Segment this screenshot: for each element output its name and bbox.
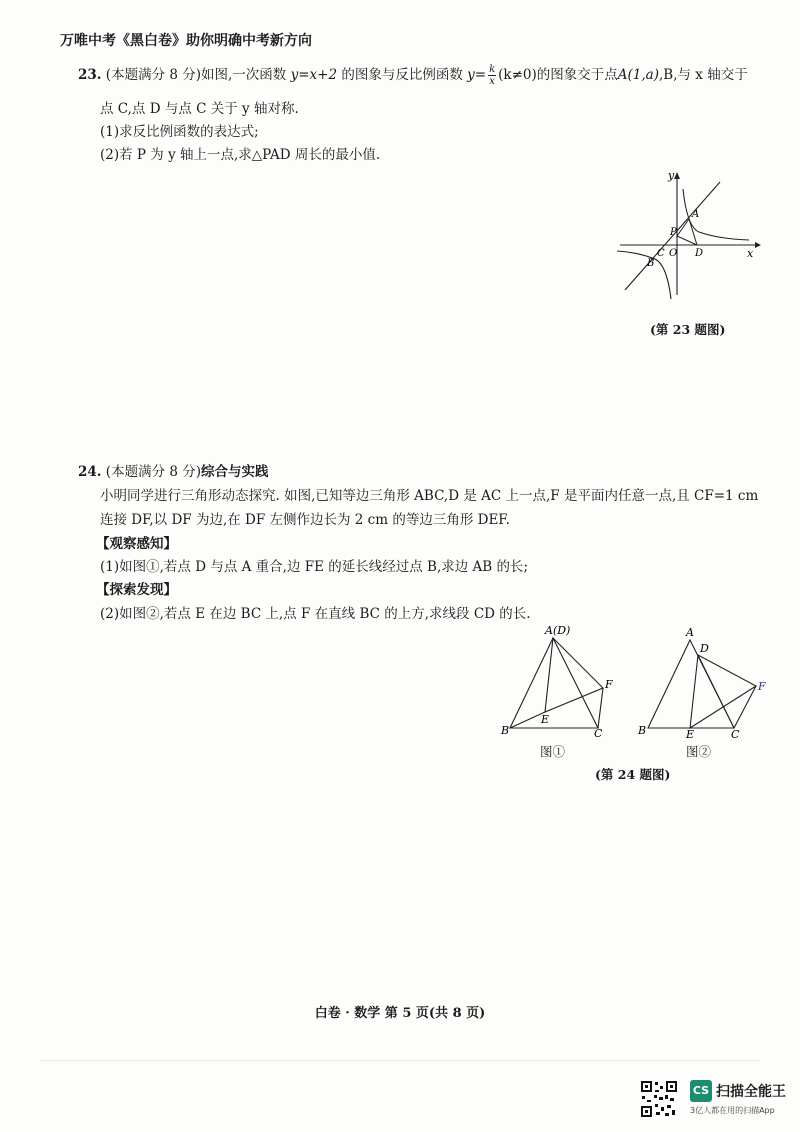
q23-line1 — [78, 64, 748, 87]
q23-frac-num: k — [489, 64, 496, 75]
q23-pointA: A(1,a) — [617, 67, 659, 83]
q23-label-x: x — [747, 247, 754, 260]
q24-figure1 — [495, 620, 620, 740]
q24-number: 24. — [78, 464, 102, 480]
q23-func2-cond: (k≠0) — [498, 67, 537, 83]
q23-figure — [615, 165, 765, 305]
q23-label-y: y — [668, 169, 675, 182]
q24-fig2-label: 图② — [686, 744, 712, 759]
q23-segment-AD — [689, 219, 697, 245]
q23-line2: 点 C,点 D 与点 C 关于 y 轴对称. — [100, 101, 299, 117]
q24-fig2-label-D: D — [700, 642, 709, 655]
scanner-name: 扫描全能王 — [716, 1084, 786, 1100]
q24-fig2-label-C: C — [731, 728, 740, 740]
footer-divider — [40, 1060, 760, 1061]
q23-caption: (第 23 题图) — [650, 322, 726, 337]
q24-fig2-label-A: A — [686, 626, 694, 639]
q24-fig1-label-AD: A(D) — [545, 624, 571, 637]
q24-title — [78, 462, 269, 482]
qr-code-icon — [640, 1080, 678, 1118]
q23-part1: (1)求反比例函数的表达式; — [100, 124, 259, 140]
scanner-subtitle: 3亿人都在用的扫描App — [690, 1106, 775, 1115]
q24-fig2-triangle-DEF — [690, 655, 756, 728]
q23-text-pre: (本题满分 8 分)如图,一次函数 — [105, 67, 287, 83]
q24-part2: (2)如图②,若点 E 在边 BC 上,点 F 在直线 BC 的上方,求线段 CD 的长. — [100, 606, 531, 622]
q24-part1: (1)如图①,若点 D 与点 A 重合,边 FE 的延长线经过点 B,求边 AB 的长; — [100, 559, 529, 575]
q24-fig1-triangle-ABC — [510, 638, 598, 728]
q23-x-arrow — [755, 242, 761, 248]
q23-fraction — [488, 64, 496, 87]
q23-part2: (2)若 P 为 y 轴上一点,求△PAD 周长的最小值. — [100, 147, 381, 163]
q24-caption: (第 24 题图) — [595, 767, 671, 782]
q24-fig1-label-B: B — [501, 724, 510, 737]
q24-fig2-label-E: E — [686, 728, 695, 740]
q23-segment-PD — [677, 236, 697, 245]
scanner-brand — [690, 1080, 786, 1116]
q24-fig1-label-F: F — [605, 678, 613, 691]
q23-number: 23. — [78, 67, 102, 83]
q24-section2: 【探索发现】 — [96, 582, 177, 598]
q24-figure2 — [630, 620, 770, 740]
q24-fig2-label-F: F — [758, 680, 766, 693]
q24-title-pre: (本题满分 8 分) — [105, 464, 202, 480]
q23-text-post: 的图象交于点 — [536, 67, 618, 83]
page-footer: 白卷 · 数学 第 5 页(共 8 页) — [314, 1006, 486, 1021]
q24-fig2-segment-CF — [734, 686, 756, 728]
q23-text-end: ,B,与 x 轴交于 — [659, 67, 748, 83]
q24-fig1-label-E: E — [541, 713, 550, 726]
q24-fig2-segment-DC — [698, 655, 734, 728]
q24-fig1-label: 图① — [540, 744, 566, 759]
q23-func2-lhs: y= — [467, 67, 487, 83]
q23-text-mid: 的图象与反比例函数 — [341, 67, 463, 83]
q24-line1: 小明同学进行三角形动态探究. 如图,已知等边三角形 ABC,D 是 AC 上一点,F 是平面内任意一点,且 CF=1 cm — [100, 488, 759, 504]
q24-fig1-triangle-DEF — [545, 638, 603, 712]
q24-fig1-segment-CF — [598, 688, 603, 728]
q24-title-bold: 综合与实践 — [201, 464, 269, 480]
q23-label-A: A — [692, 209, 700, 220]
q23-label-P: P — [670, 227, 677, 238]
page-header: 万唯中考《黑白卷》助你明确中考新方向 — [60, 33, 312, 49]
q23-func1: y=x+2 — [290, 67, 338, 83]
q23-label-D: D — [695, 248, 704, 259]
q23-label-B: B — [647, 258, 655, 269]
q23-y-arrow — [674, 172, 680, 179]
q24-fig1-segment-BE — [510, 712, 545, 728]
q23-segment-AP — [677, 219, 689, 236]
q23-label-O: O — [669, 248, 678, 259]
q24-section1: 【观察感知】 — [96, 536, 177, 552]
q23-frac-den: x — [489, 76, 495, 87]
q24-fig2-label-B: B — [638, 724, 647, 737]
q24-line2: 连接 DF,以 DF 为边,在 DF 左侧作边长为 2 cm 的等边三角形 DEF. — [100, 512, 510, 528]
scanner-logo: CS — [690, 1080, 712, 1102]
q24-fig1-label-C: C — [594, 727, 603, 740]
q23-label-C: C — [657, 248, 665, 259]
